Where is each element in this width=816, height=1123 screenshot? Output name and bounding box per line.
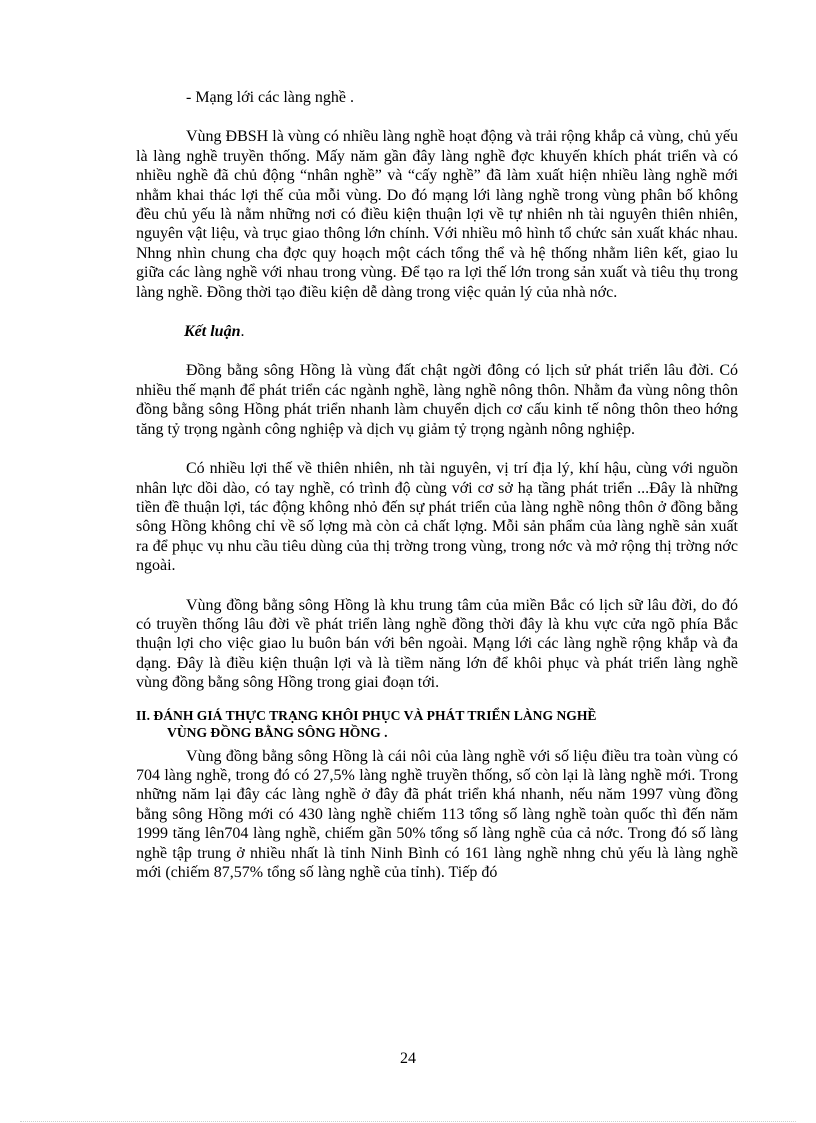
section-heading-line1: II. ĐÁNH GIÁ THỰC TRẠNG KHÔI PHỤC VÀ PHÁT TRIỂN LÀNG NGHỀ — [136, 707, 597, 723]
intro-line: - Mạng lới các làng nghề . — [186, 89, 354, 106]
section-heading — [136, 707, 738, 741]
paragraph-1: Vùng ĐBSH là vùng có nhiều làng nghề hoạt động và trải rộng khắp cả vùng, chủ yếu là làng nghề truyền thống. Mấy năm gần đây làng nghề đợc khuyến khích phát triển và có nhiều nghề đã chủ động “nhân nghề” và “cấy nghề” đã làm xuất hiện nhiều làng nghề mới nhằm khai thác lợi thế của mỗi vùng. Do đó mạng lới làng nghề trong vùng phân bố không đều chủ yếu là nằm những nơi có điều kiện thuận lợi về tự nhiên nh tài nguyên thiên nhiên, nguyên vật liệu, và trục giao thông lớn chính. Với nhiều mô hình tổ chức sản xuất khác nhau. Nhng nhìn chung cha đợc quy hoạch một cách tổng thể và hệ thống nhằm liên kết, giao lu giữa các làng nghề với nhau trong vùng. Để tạo ra lợi thế lớn trong sản xuất và tiêu thụ trong làng nghề. Đồng thời tạo điều kiện dễ dàng trong việc quản lý của nhà nớc. — [136, 128, 738, 301]
conclusion-heading-text: Kết luận — [184, 323, 241, 341]
paragraph-4: Vùng đồng bằng sông Hồng là khu trung tâm của miền Bắc có lịch sữ lâu đời, do đó có truyền thống lâu đời về phát triển làng nghề đồng thời đây là khu vực cửa ngõ phía Bắc thuận lợi cho việc giao lu buôn bán với bên ngoài. Mạng lới các làng nghề rộng khắp và đa dạng. Đây là điều kiện thuận lợi và là tiềm năng lớn để khôi phục và phát triển làng nghề vùng đồng bằng sông Hồng trong giai đoạn tới. — [136, 596, 738, 692]
paragraph-3: Có nhiều lợi thế về thiên nhiên, nh tài nguyên, vị trí địa lý, khí hậu, cùng với nguồn nhân lực dồi dào, có tay nghề, có trình độ cùng với cơ sở hạ tầng phát triển ...Đây là những tiền đề thuận lợi, tác động không nhỏ đến sự phát triển của làng nghề nông thôn ở đồng bằng sông Hồng không chỉ về số lợng mà còn cả chất lợng. Mỗi sản phẩm của làng nghề sản xuất ra để phục vụ nhu cầu tiêu dùng của thị trờng trong vùng, trong nớc và mở rộng thị trờng nớc ngoài. — [136, 460, 738, 575]
document-body — [136, 88, 738, 882]
page-bottom-divider — [20, 1121, 796, 1122]
section-heading-line2: VÙNG ĐỒNG BẰNG SÔNG HỒNG . — [167, 724, 388, 740]
page-number: 24 — [400, 1050, 416, 1067]
paragraph-5: Vùng đồng bằng sông Hồng là cái nôi của làng nghề với số liệu điều tra toàn vùng có 704 làng nghề, trong đó có 27,5% làng nghề truyền thống, số còn lại là làng nghề mới. Trong những năm lại đây các làng nghề ở đây đã phát triển khá nhanh, nếu năm 1997 vùng đồng bằng sông Hồng mới có 430 làng nghề chiếm 113 tổng số làng nghề toàn quốc thì đến năm 1999 tăng lên704 làng nghề, chiếm gần 50% tổng số làng nghề của cả nớc. Trong đó số làng nghề tập trung ở nhiều nhất là tỉnh Ninh Bình có 161 làng nghề nhng chủ yếu là làng nghề mới (chiếm 87,57% tổng số làng nghề của tỉnh). Tiếp đó — [136, 747, 738, 881]
conclusion-heading — [136, 322, 738, 341]
conclusion-heading-suffix: . — [240, 323, 245, 341]
paragraph-2: Đồng bằng sông Hồng là vùng đất chật ngời đông có lịch sử phát triển lâu đời. Có nhiều thế mạnh để phát triển các ngành nghề, làng nghề nông thôn. Nhằm đa vùng nông thôn đồng bằng sông Hồng phát triển nhanh làm chuyển dịch cơ cấu kinh tế nông thôn theo hớng tăng tỷ trọng ngành công nghiệp và dịch vụ giảm tỷ trọng ngành nông nghiệp. — [136, 362, 738, 438]
